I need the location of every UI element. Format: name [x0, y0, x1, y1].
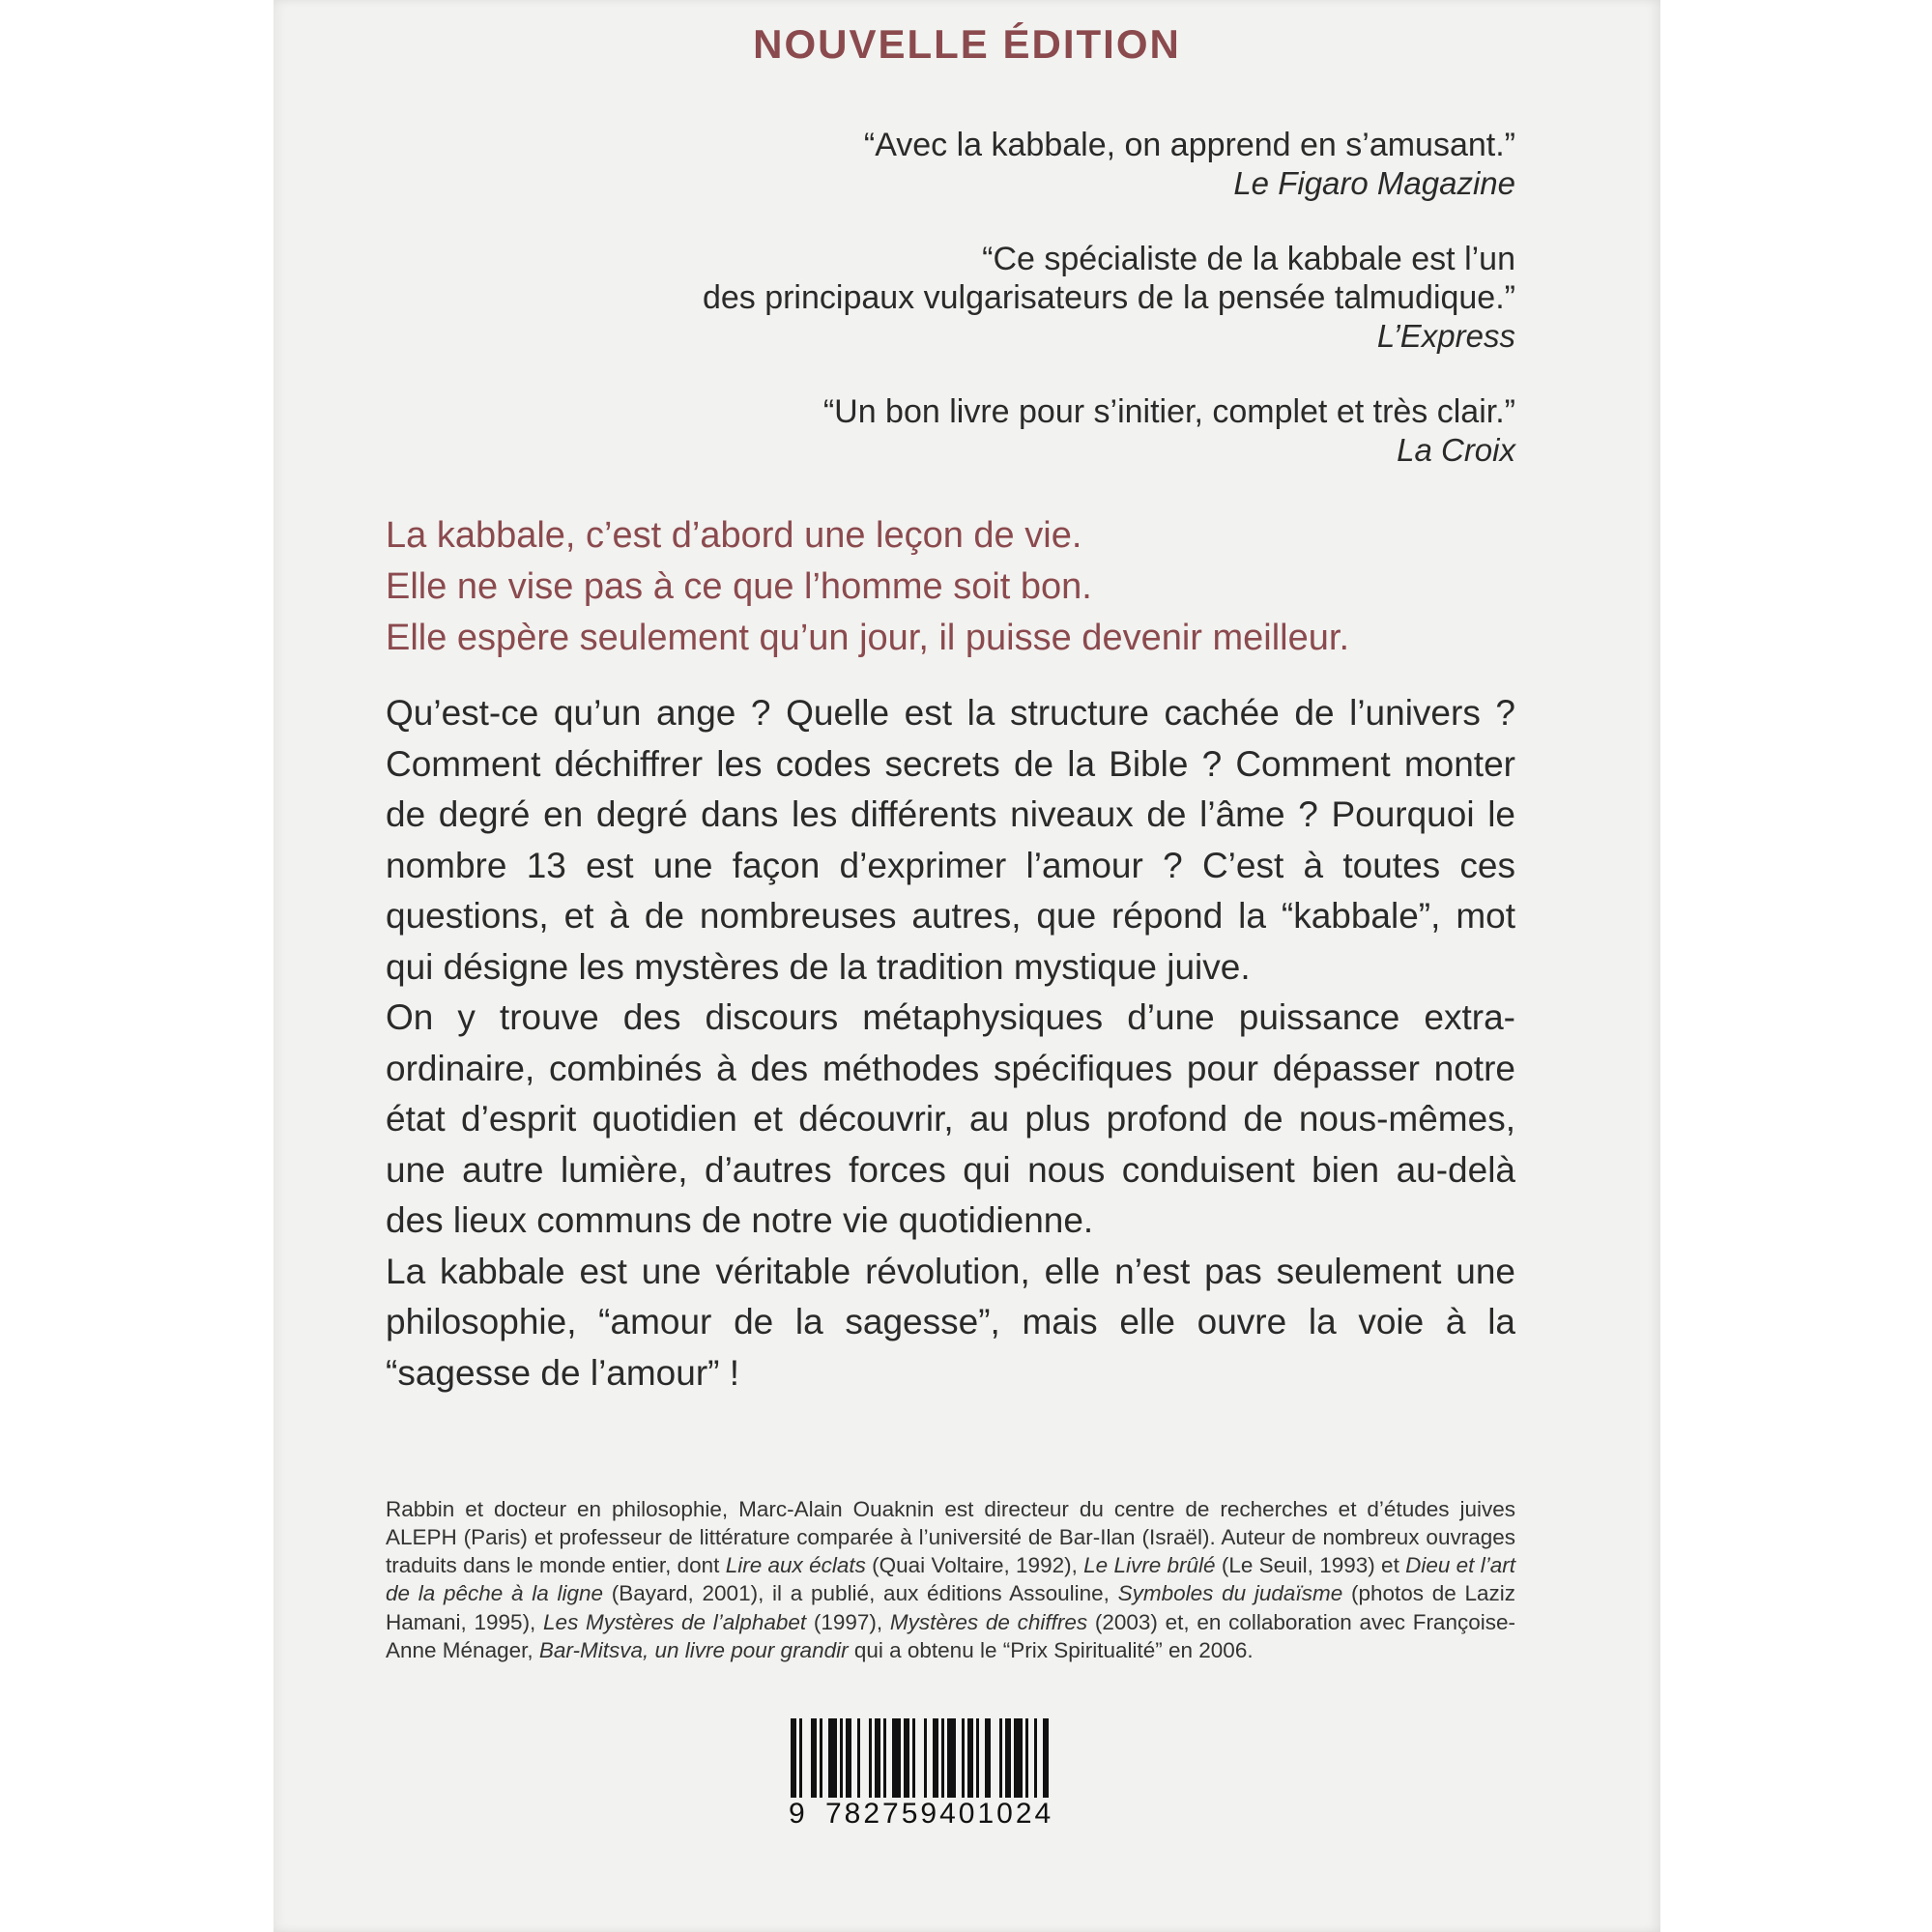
barcode-bar: [869, 1718, 872, 1798]
bio-text: Rabbin et docteur en philosophie, Marc-Alain Ouaknin est directeur du centre de recherches et d’études juives ALEPH (Paris) et professeur de littérature comparée à l’université de Bar-Ilan (Israël). Auteur de nombreux ouvrages traduits dans le monde entier, dont: [386, 1496, 1515, 1578]
bio-text: (Quai Voltaire, 1992),: [865, 1553, 1084, 1578]
barcode-bars: [791, 1718, 1108, 1798]
press-quotes: [452, 126, 1515, 506]
barcode-bar: [857, 1718, 860, 1798]
barcode-bar: [924, 1718, 927, 1798]
book-title: Les Mystères de l’alphabet: [543, 1609, 807, 1634]
barcode-bar: [846, 1718, 851, 1798]
barcode-bar: [840, 1718, 843, 1798]
description-paragraph: La kabbale est une véritable révolution, elle n’est pas seulement une philosophie, “amour de la sagesse”, mais elle ouvre la voie à la “sagesse de l’amour” !: [386, 1251, 1515, 1393]
barcode-bar: [904, 1718, 909, 1798]
barcode-bar: [1043, 1718, 1049, 1798]
lesson-line: La kabbale, c’est d’abord une leçon de vie.: [386, 515, 1082, 556]
press-quote: [452, 126, 1515, 203]
quote-text: “Ce spécialiste de la kabbale est l’un: [982, 241, 1515, 277]
edition-title: NOUVELLE ÉDITION: [753, 21, 1181, 67]
quote-text: “Un bon livre pour s’initier, complet et très clair.”: [822, 393, 1515, 430]
barcode-bar: [883, 1718, 886, 1798]
bio-text: qui a obtenu le “Prix Spiritualité” en 2006.: [848, 1637, 1254, 1662]
description-paragraph: On y trouve des discours métaphysiques d’une puissance extra-ordinaire, combinés à des méthodes spécifiques pour dépasser notre état d’esprit quotidien et découvrir, au plus profond de nous-mêmes, une autre lumière, d’autres forces qui nous conduisent bien au-delà des lieux communs de notre vie quotidienne.: [386, 997, 1515, 1240]
bio-text: (2003) et, en collaboration avec Françoise-Anne Ménager,: [386, 1609, 1515, 1662]
barcode-bar: [962, 1718, 965, 1798]
barcode-bar: [999, 1718, 1002, 1798]
barcode-bar: [1034, 1718, 1037, 1798]
barcode-bar: [985, 1718, 991, 1798]
barcode-bar: [828, 1718, 837, 1798]
barcode-bar: [947, 1718, 956, 1798]
bio-text: (photos de Laziz Hamani, 1995),: [386, 1581, 1515, 1634]
press-quote: [452, 392, 1515, 470]
book-title: Symboles du judaïsme: [1117, 1581, 1343, 1606]
book-title: Dieu et l’art de la pêche à la ligne: [386, 1553, 1515, 1606]
back-cover: [274, 0, 1660, 1932]
book-title: Bar-Mitsva, un livre pour grandir: [538, 1637, 849, 1662]
barcode-bar: [892, 1718, 901, 1798]
barcode-bar: [912, 1718, 915, 1798]
lesson-statement: [386, 510, 1515, 664]
barcode-bar: [811, 1718, 817, 1798]
barcode-digits: 782759401024: [825, 1798, 1054, 1830]
bio-text: (Le Seuil, 1993) et: [1215, 1553, 1406, 1578]
barcode-bar: [1025, 1718, 1028, 1798]
author-bio: [386, 1495, 1515, 1665]
quote-source: La Croix: [1397, 432, 1515, 468]
bio-text: (1997),: [806, 1609, 890, 1634]
barcode-bar: [799, 1718, 802, 1798]
quote-text: des principaux vulgarisateurs de la pensée talmudique.”: [702, 279, 1515, 316]
bio-text: (Bayard, 2001), il a publié, aux éditions Assouline,: [603, 1581, 1118, 1606]
barcode-bar: [976, 1718, 979, 1798]
book-title: Mystères de chiffres: [889, 1609, 1088, 1634]
barcode-bar: [967, 1718, 973, 1798]
quote-text: “Avec la kabbale, on apprend en s’amusant.”: [863, 127, 1515, 163]
quote-source: Le Figaro Magazine: [1233, 165, 1515, 201]
barcode-bar: [933, 1718, 938, 1798]
quote-source: L’Express: [1376, 318, 1515, 354]
barcode-bar: [791, 1718, 796, 1798]
description: [386, 688, 1515, 1399]
lesson-line: Elle ne vise pas à ce que l’homme soit bon.: [386, 566, 1092, 607]
barcode-bar: [820, 1718, 822, 1798]
lesson-line: Elle espère seulement qu’un jour, il puisse devenir meilleur.: [386, 618, 1349, 658]
barcode-bar: [1005, 1718, 1011, 1798]
description-paragraph: Qu’est-ce qu’un ange ? Quelle est la structure cachée de l’univers ? Comment déchiffrer les codes secrets de la Bible ? Comment monter de degré en degré dans les différents niveaux de l’âme ? Pourquoi le nombre 13 est une façon d’exprimer l’amour ? C’est à toutes ces questions, et à de nombreuses autres, que répond la “kabbale”, mot qui désigne les mystères de la tradition mystique juive.: [386, 693, 1515, 987]
book-title: Le Livre brûlé: [1083, 1553, 1216, 1578]
barcode-bar: [1014, 1718, 1023, 1798]
book-title: Lire aux éclats: [725, 1553, 866, 1578]
press-quote: [452, 240, 1515, 356]
barcode-bar: [941, 1718, 944, 1798]
isbn-barcode: [791, 1718, 1108, 1832]
barcode-bar: [875, 1718, 880, 1798]
barcode-first-digit: 9: [789, 1798, 805, 1830]
